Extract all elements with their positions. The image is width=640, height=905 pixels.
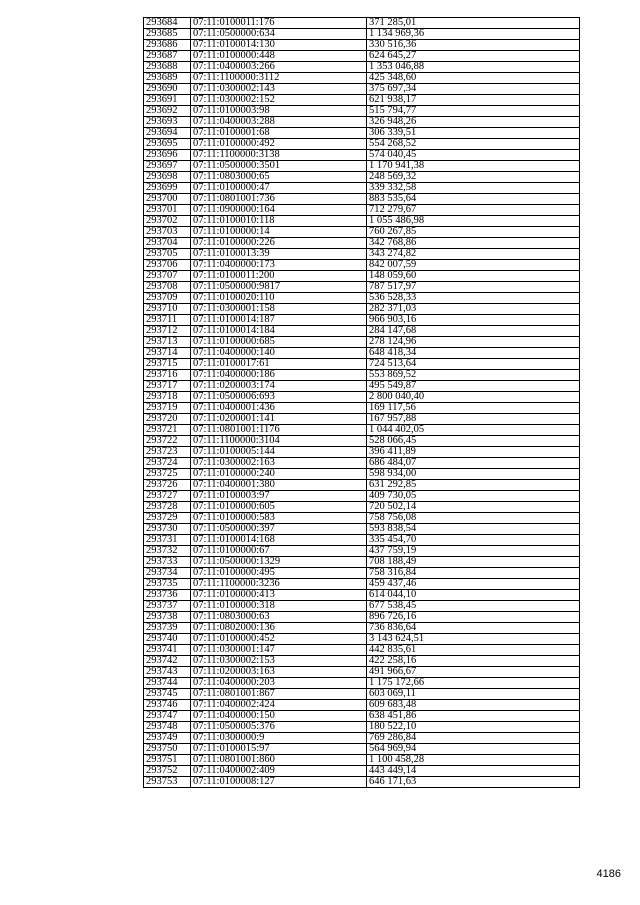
value-cell: 708 188,49 [367, 557, 580, 568]
table-row [144, 216, 580, 227]
value-cell: 528 066,45 [367, 436, 580, 447]
row-number-cell: 293712 [144, 326, 191, 337]
row-number-cell: 293743 [144, 667, 191, 678]
value-cell: 966 903,16 [367, 315, 580, 326]
value-cell: 609 683,48 [367, 700, 580, 711]
table-row [144, 238, 580, 249]
cadastral-number-cell: 07:11:0801001:1176 [191, 425, 367, 436]
value-cell: 1 134 969,36 [367, 29, 580, 40]
cadastral-number-cell: 07:11:0300001:158 [191, 304, 367, 315]
table-row [144, 337, 580, 348]
row-number-cell: 293698 [144, 172, 191, 183]
value-cell: 1 175 172,66 [367, 678, 580, 689]
cadastral-number-cell: 07:11:0100014:168 [191, 535, 367, 546]
cadastral-number-cell: 07:11:0100013:39 [191, 249, 367, 260]
row-number-cell: 293690 [144, 84, 191, 95]
table-row [144, 381, 580, 392]
cadastral-number-cell: 07:11:0400001:380 [191, 480, 367, 491]
value-cell: 536 528,33 [367, 293, 580, 304]
cadastral-number-cell: 07:11:0300002:163 [191, 458, 367, 469]
value-cell: 180 522,10 [367, 722, 580, 733]
cadastral-number-cell: 07:11:0500000:3501 [191, 161, 367, 172]
row-number-cell: 293701 [144, 205, 191, 216]
cadastral-number-cell: 07:11:0100000:448 [191, 51, 367, 62]
value-cell: 624 645,27 [367, 51, 580, 62]
row-number-cell: 293742 [144, 656, 191, 667]
row-number-cell: 293702 [144, 216, 191, 227]
value-cell: 724 513,64 [367, 359, 580, 370]
value-cell: 769 286,84 [367, 733, 580, 744]
table-row [144, 568, 580, 579]
value-cell: 1 353 046,88 [367, 62, 580, 73]
row-number-cell: 293711 [144, 315, 191, 326]
row-number-cell: 293719 [144, 403, 191, 414]
row-number-cell: 293706 [144, 260, 191, 271]
table-row [144, 700, 580, 711]
cadastral-number-cell: 07:11:0400000:140 [191, 348, 367, 359]
row-number-cell: 293735 [144, 579, 191, 590]
value-cell: 3 143 624,51 [367, 634, 580, 645]
cadastral-number-cell: 07:11:0300002:153 [191, 656, 367, 667]
table-row [144, 150, 580, 161]
value-cell: 621 938,17 [367, 95, 580, 106]
value-cell: 343 274,82 [367, 249, 580, 260]
cadastral-number-cell: 07:11:0803000:65 [191, 172, 367, 183]
value-cell: 1 100 458,28 [367, 755, 580, 766]
row-number-cell: 293710 [144, 304, 191, 315]
value-cell: 491 966,67 [367, 667, 580, 678]
cadastral-number-cell: 07:11:0803000:63 [191, 612, 367, 623]
row-number-cell: 293731 [144, 535, 191, 546]
cadastral-number-cell: 07:11:0400000:173 [191, 260, 367, 271]
table-row [144, 678, 580, 689]
row-number-cell: 293748 [144, 722, 191, 733]
value-cell: 1 170 941,38 [367, 161, 580, 172]
table-row [144, 249, 580, 260]
table-row [144, 161, 580, 172]
cadastral-number-cell: 07:11:0100000:605 [191, 502, 367, 513]
row-number-cell: 293686 [144, 40, 191, 51]
cadastral-number-cell: 07:11:0100000:583 [191, 513, 367, 524]
row-number-cell: 293727 [144, 491, 191, 502]
table-row [144, 469, 580, 480]
table-row [144, 502, 580, 513]
value-cell: 409 730,05 [367, 491, 580, 502]
value-cell: 603 069,11 [367, 689, 580, 700]
value-cell: 148 059,60 [367, 271, 580, 282]
row-number-cell: 293717 [144, 381, 191, 392]
cadastral-number-cell: 07:11:0200001:141 [191, 414, 367, 425]
value-cell: 339 332,58 [367, 183, 580, 194]
cadastral-number-cell: 07:11:1100000:3112 [191, 73, 367, 84]
row-number-cell: 293715 [144, 359, 191, 370]
row-number-cell: 293700 [144, 194, 191, 205]
value-cell: 758 316,84 [367, 568, 580, 579]
table-row [144, 546, 580, 557]
row-number-cell: 293744 [144, 678, 191, 689]
value-cell: 574 040,45 [367, 150, 580, 161]
cadastral-number-cell: 07:11:0100011:176 [191, 18, 367, 29]
value-cell: 720 502,14 [367, 502, 580, 513]
table-row [144, 458, 580, 469]
table-row [144, 194, 580, 205]
row-number-cell: 293696 [144, 150, 191, 161]
table-row [144, 777, 580, 788]
value-cell: 282 371,03 [367, 304, 580, 315]
value-cell: 1 044 402,05 [367, 425, 580, 436]
cadastral-number-cell: 07:11:0100003:98 [191, 106, 367, 117]
row-number-cell: 293685 [144, 29, 191, 40]
table-row [144, 315, 580, 326]
row-number-cell: 293728 [144, 502, 191, 513]
table-row [144, 711, 580, 722]
value-cell: 330 516,36 [367, 40, 580, 51]
row-number-cell: 293694 [144, 128, 191, 139]
table-row [144, 293, 580, 304]
row-number-cell: 293697 [144, 161, 191, 172]
cadastral-number-cell: 07:11:0100011:200 [191, 271, 367, 282]
value-cell: 306 339,51 [367, 128, 580, 139]
table-row [144, 733, 580, 744]
cadastral-number-cell: 07:11:1100000:3104 [191, 436, 367, 447]
table-row [144, 612, 580, 623]
page-number: 4186 [596, 868, 621, 880]
row-number-cell: 293691 [144, 95, 191, 106]
table-row [144, 425, 580, 436]
table-row [144, 689, 580, 700]
row-number-cell: 293704 [144, 238, 191, 249]
table-row [144, 326, 580, 337]
row-number-cell: 293720 [144, 414, 191, 425]
row-number-cell: 293733 [144, 557, 191, 568]
value-cell: 648 418,34 [367, 348, 580, 359]
row-number-cell: 293688 [144, 62, 191, 73]
cadastral-number-cell: 07:11:0100000:495 [191, 568, 367, 579]
value-cell: 375 697,34 [367, 84, 580, 95]
table-row [144, 117, 580, 128]
cadastral-number-cell: 07:11:0100001:68 [191, 128, 367, 139]
row-number-cell: 293714 [144, 348, 191, 359]
table-row [144, 106, 580, 117]
cadastral-number-cell: 07:11:0400003:288 [191, 117, 367, 128]
table-row [144, 634, 580, 645]
table-row [144, 513, 580, 524]
value-cell: 631 292,85 [367, 480, 580, 491]
cadastral-number-cell: 07:11:1100000:3236 [191, 579, 367, 590]
table-row [144, 205, 580, 216]
value-cell: 371 285,01 [367, 18, 580, 29]
cadastral-number-cell: 07:11:1100000:3138 [191, 150, 367, 161]
row-number-cell: 293734 [144, 568, 191, 579]
row-number-cell: 293745 [144, 689, 191, 700]
row-number-cell: 293749 [144, 733, 191, 744]
value-cell: 787 517,97 [367, 282, 580, 293]
row-number-cell: 293721 [144, 425, 191, 436]
value-cell: 883 535,64 [367, 194, 580, 205]
value-cell: 278 124,96 [367, 337, 580, 348]
row-number-cell: 293703 [144, 227, 191, 238]
row-number-cell: 293753 [144, 777, 191, 788]
value-cell: 614 044,10 [367, 590, 580, 601]
cadastral-number-cell: 07:11:0801001:860 [191, 755, 367, 766]
value-cell: 593 838,54 [367, 524, 580, 535]
value-cell: 554 268,52 [367, 139, 580, 150]
cadastral-number-cell: 07:11:0400000:203 [191, 678, 367, 689]
table-row [144, 755, 580, 766]
value-cell: 425 348,60 [367, 73, 580, 84]
table-row [144, 447, 580, 458]
table-row [144, 18, 580, 29]
cadastral-number-cell: 07:11:0100005:144 [191, 447, 367, 458]
value-cell: 342 768,86 [367, 238, 580, 249]
value-cell: 495 549,87 [367, 381, 580, 392]
cadastral-number-cell: 07:11:0100020:110 [191, 293, 367, 304]
cadastral-number-cell: 07:11:0200003:163 [191, 667, 367, 678]
cadastral-number-cell: 07:11:0100000:413 [191, 590, 367, 601]
cadastral-number-cell: 07:11:0100000:452 [191, 634, 367, 645]
row-number-cell: 293724 [144, 458, 191, 469]
cadastral-number-cell: 07:11:0100000:318 [191, 601, 367, 612]
cadastral-number-cell: 07:11:0100015:97 [191, 744, 367, 755]
value-cell: 712 279,67 [367, 205, 580, 216]
table-row [144, 359, 580, 370]
table-row [144, 62, 580, 73]
row-number-cell: 293716 [144, 370, 191, 381]
row-number-cell: 293752 [144, 766, 191, 777]
data-table [143, 17, 580, 788]
row-number-cell: 293750 [144, 744, 191, 755]
cadastral-number-cell: 07:11:0100000:67 [191, 546, 367, 557]
row-number-cell: 293729 [144, 513, 191, 524]
cadastral-number-cell: 07:11:0200003:174 [191, 381, 367, 392]
cadastral-number-cell: 07:11:0300002:152 [191, 95, 367, 106]
value-cell: 335 454,70 [367, 535, 580, 546]
table-row [144, 535, 580, 546]
row-number-cell: 293737 [144, 601, 191, 612]
row-number-cell: 293725 [144, 469, 191, 480]
cadastral-number-cell: 07:11:0500000:634 [191, 29, 367, 40]
value-cell: 167 957,88 [367, 414, 580, 425]
row-number-cell: 293684 [144, 18, 191, 29]
cadastral-number-cell: 07:11:0100014:187 [191, 315, 367, 326]
cadastral-number-cell: 07:11:0100000:226 [191, 238, 367, 249]
value-cell: 760 267,85 [367, 227, 580, 238]
cadastral-number-cell: 07:11:0500005:376 [191, 722, 367, 733]
cadastral-number-cell: 07:11:0100010:118 [191, 216, 367, 227]
table-row [144, 183, 580, 194]
value-cell: 736 836,64 [367, 623, 580, 634]
table-row [144, 645, 580, 656]
row-number-cell: 293705 [144, 249, 191, 260]
table-row [144, 722, 580, 733]
cadastral-number-cell: 07:11:0500000:397 [191, 524, 367, 535]
value-cell: 564 969,94 [367, 744, 580, 755]
cadastral-number-cell: 07:11:0100003:97 [191, 491, 367, 502]
value-cell: 758 756,08 [367, 513, 580, 524]
row-number-cell: 293708 [144, 282, 191, 293]
table-row [144, 392, 580, 403]
value-cell: 646 171,63 [367, 777, 580, 788]
row-number-cell: 293739 [144, 623, 191, 634]
table-row [144, 480, 580, 491]
value-cell: 248 569,32 [367, 172, 580, 183]
table-row [144, 348, 580, 359]
value-cell: 2 800 040,40 [367, 392, 580, 403]
cadastral-number-cell: 07:11:0400002:409 [191, 766, 367, 777]
value-cell: 442 835,61 [367, 645, 580, 656]
value-cell: 896 726,16 [367, 612, 580, 623]
table-row [144, 271, 580, 282]
cadastral-number-cell: 07:11:0100000:240 [191, 469, 367, 480]
row-number-cell: 293736 [144, 590, 191, 601]
row-number-cell: 293741 [144, 645, 191, 656]
cadastral-number-cell: 07:11:0500000:9817 [191, 282, 367, 293]
row-number-cell: 293747 [144, 711, 191, 722]
row-number-cell: 293730 [144, 524, 191, 535]
table-row [144, 414, 580, 425]
row-number-cell: 293693 [144, 117, 191, 128]
cadastral-number-cell: 07:11:0100017:61 [191, 359, 367, 370]
table-row [144, 260, 580, 271]
row-number-cell: 293718 [144, 392, 191, 403]
cadastral-number-cell: 07:11:0300002:143 [191, 84, 367, 95]
table-row [144, 139, 580, 150]
cadastral-number-cell: 07:11:0801001:736 [191, 194, 367, 205]
cadastral-number-cell: 07:11:0100000:685 [191, 337, 367, 348]
cadastral-number-cell: 07:11:0400002:424 [191, 700, 367, 711]
table-row [144, 227, 580, 238]
table-row [144, 524, 580, 535]
table-row [144, 436, 580, 447]
table-row [144, 744, 580, 755]
value-cell: 437 759,19 [367, 546, 580, 557]
value-cell: 169 117,56 [367, 403, 580, 414]
cadastral-number-cell: 07:11:0802000:136 [191, 623, 367, 634]
cadastral-number-cell: 07:11:0801001:867 [191, 689, 367, 700]
cadastral-number-cell: 07:11:0100000:492 [191, 139, 367, 150]
table-row [144, 590, 580, 601]
value-cell: 515 794,77 [367, 106, 580, 117]
table-row [144, 601, 580, 612]
row-number-cell: 293722 [144, 436, 191, 447]
value-cell: 553 869,52 [367, 370, 580, 381]
row-number-cell: 293709 [144, 293, 191, 304]
table-row [144, 29, 580, 40]
row-number-cell: 293695 [144, 139, 191, 150]
row-number-cell: 293689 [144, 73, 191, 84]
cadastral-number-cell: 07:11:0100000:47 [191, 183, 367, 194]
table-row [144, 51, 580, 62]
row-number-cell: 293692 [144, 106, 191, 117]
cadastral-number-cell: 07:11:0400000:186 [191, 370, 367, 381]
cadastral-number-cell: 07:11:0100008:127 [191, 777, 367, 788]
row-number-cell: 293751 [144, 755, 191, 766]
table-row [144, 579, 580, 590]
cadastral-number-cell: 07:11:0900000:164 [191, 205, 367, 216]
table-row [144, 370, 580, 381]
cadastral-number-cell: 07:11:0500000:1329 [191, 557, 367, 568]
cadastral-number-cell: 07:11:0100014:130 [191, 40, 367, 51]
cadastral-number-cell: 07:11:0400001:436 [191, 403, 367, 414]
cadastral-number-cell: 07:11:0100014:184 [191, 326, 367, 337]
cadastral-number-cell: 07:11:0500006:693 [191, 392, 367, 403]
table-row [144, 282, 580, 293]
table-row [144, 557, 580, 568]
table-row [144, 84, 580, 95]
table-row [144, 95, 580, 106]
table-row [144, 491, 580, 502]
cadastral-number-cell: 07:11:0400000:150 [191, 711, 367, 722]
table-row [144, 40, 580, 51]
cadastral-number-cell: 07:11:0300001:147 [191, 645, 367, 656]
value-cell: 686 484,07 [367, 458, 580, 469]
row-number-cell: 293740 [144, 634, 191, 645]
value-cell: 638 451,86 [367, 711, 580, 722]
value-cell: 422 258,16 [367, 656, 580, 667]
table-row [144, 172, 580, 183]
cadastral-number-cell: 07:11:0400003:266 [191, 62, 367, 73]
row-number-cell: 293713 [144, 337, 191, 348]
value-cell: 459 437,46 [367, 579, 580, 590]
value-cell: 1 055 486,98 [367, 216, 580, 227]
row-number-cell: 293726 [144, 480, 191, 491]
value-cell: 842 007,59 [367, 260, 580, 271]
table-row [144, 656, 580, 667]
value-cell: 396 411,89 [367, 447, 580, 458]
table-row [144, 623, 580, 634]
value-cell: 326 948,26 [367, 117, 580, 128]
row-number-cell: 293746 [144, 700, 191, 711]
data-table-body [144, 18, 580, 788]
row-number-cell: 293732 [144, 546, 191, 557]
cadastral-number-cell: 07:11:0100000:14 [191, 227, 367, 238]
cadastral-number-cell: 07:11:0300000:9 [191, 733, 367, 744]
table-row [144, 403, 580, 414]
table-row [144, 304, 580, 315]
value-cell: 598 934,00 [367, 469, 580, 480]
row-number-cell: 293707 [144, 271, 191, 282]
value-cell: 443 449,14 [367, 766, 580, 777]
table-row [144, 128, 580, 139]
row-number-cell: 293723 [144, 447, 191, 458]
table-row [144, 73, 580, 84]
row-number-cell: 293687 [144, 51, 191, 62]
table-row [144, 766, 580, 777]
table-row [144, 667, 580, 678]
row-number-cell: 293738 [144, 612, 191, 623]
value-cell: 284 147,68 [367, 326, 580, 337]
row-number-cell: 293699 [144, 183, 191, 194]
value-cell: 677 538,45 [367, 601, 580, 612]
